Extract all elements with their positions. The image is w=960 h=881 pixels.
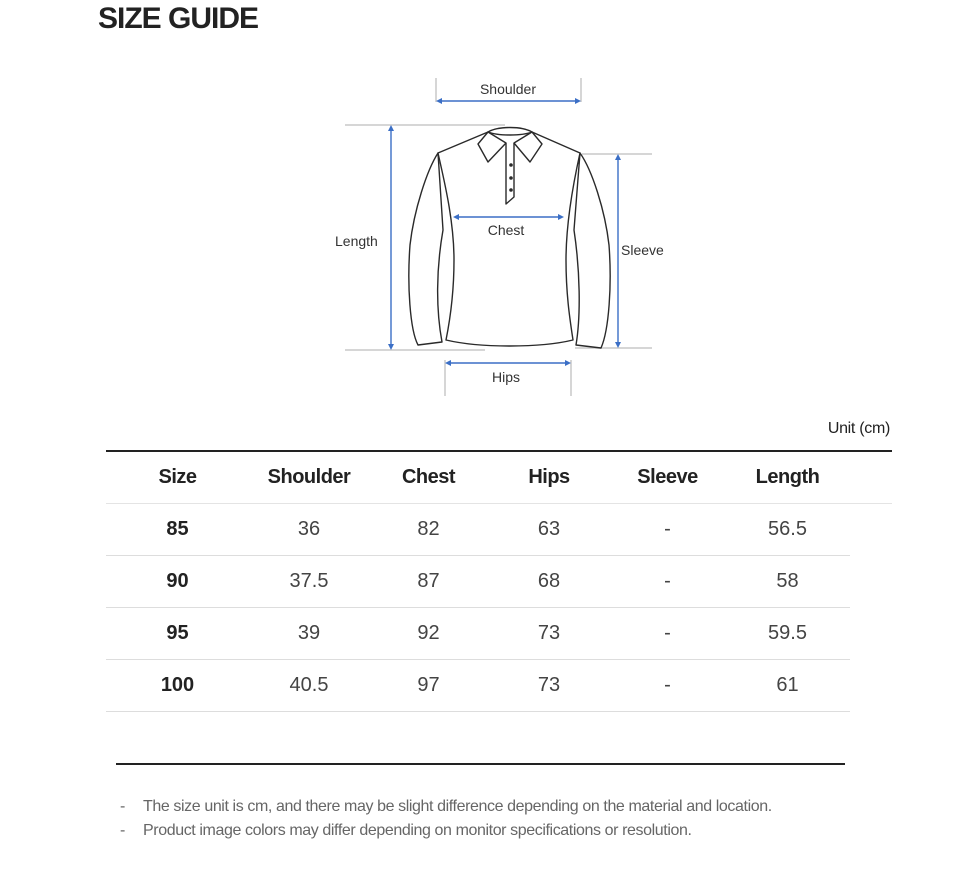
size-diagram <box>330 70 670 400</box>
chest-value: 97 <box>369 659 488 711</box>
shoulder-value: 36 <box>249 503 369 555</box>
page-title: SIZE GUIDE <box>98 2 259 35</box>
table-row <box>106 555 892 607</box>
spacer-cell <box>850 555 892 607</box>
header-hips: Hips <box>488 451 610 503</box>
size-value: 90 <box>106 555 249 607</box>
header-chest: Chest <box>369 451 488 503</box>
label-length: Length <box>335 233 378 249</box>
note-text: The size unit is cm, and there may be slight difference depending on the material and location. <box>143 798 772 815</box>
shoulder-value: 39 <box>249 607 369 659</box>
header-shoulder: Shoulder <box>249 451 369 503</box>
sleeve-value: - <box>610 503 725 555</box>
length-value: 56.5 <box>725 503 850 555</box>
size-table <box>106 450 892 712</box>
header-size: Size <box>106 451 249 503</box>
header-sleeve: Sleeve <box>610 451 725 503</box>
note-item <box>120 795 772 819</box>
size-value: 100 <box>106 659 249 711</box>
chest-value: 82 <box>369 503 488 555</box>
header-spacer <box>850 451 892 503</box>
table-header-row <box>106 451 892 503</box>
spacer-cell <box>850 607 892 659</box>
spacer-cell <box>850 659 892 711</box>
length-value: 61 <box>725 659 850 711</box>
shirt-illustration <box>330 70 670 400</box>
note-text: Product image colors may differ depending on monitor specifications or resolution. <box>143 822 692 839</box>
table-bottom-divider <box>116 763 845 765</box>
shoulder-value: 37.5 <box>249 555 369 607</box>
length-value: 59.5 <box>725 607 850 659</box>
sleeve-value: - <box>610 659 725 711</box>
table-row <box>106 607 892 659</box>
spacer-cell <box>850 503 892 555</box>
header-length: Length <box>725 451 850 503</box>
chest-value: 92 <box>369 607 488 659</box>
label-chest: Chest <box>487 222 525 238</box>
label-sleeve: Sleeve <box>621 242 664 258</box>
hips-value: 73 <box>488 659 610 711</box>
sleeve-value: - <box>610 607 725 659</box>
table-row <box>106 659 892 711</box>
hips-value: 73 <box>488 607 610 659</box>
size-value: 95 <box>106 607 249 659</box>
sleeve-value: - <box>610 555 725 607</box>
unit-label: Unit (cm) <box>827 420 890 437</box>
hips-value: 68 <box>488 555 610 607</box>
table-row <box>106 503 892 555</box>
notes-list <box>120 795 772 843</box>
hips-value: 63 <box>488 503 610 555</box>
label-shoulder: Shoulder <box>479 81 537 97</box>
chest-value: 87 <box>369 555 488 607</box>
size-value: 85 <box>106 503 249 555</box>
label-hips: Hips <box>491 369 521 385</box>
length-value: 58 <box>725 555 850 607</box>
note-dash: - <box>120 822 125 839</box>
note-item <box>120 819 772 843</box>
note-dash: - <box>120 798 125 815</box>
shoulder-value: 40.5 <box>249 659 369 711</box>
